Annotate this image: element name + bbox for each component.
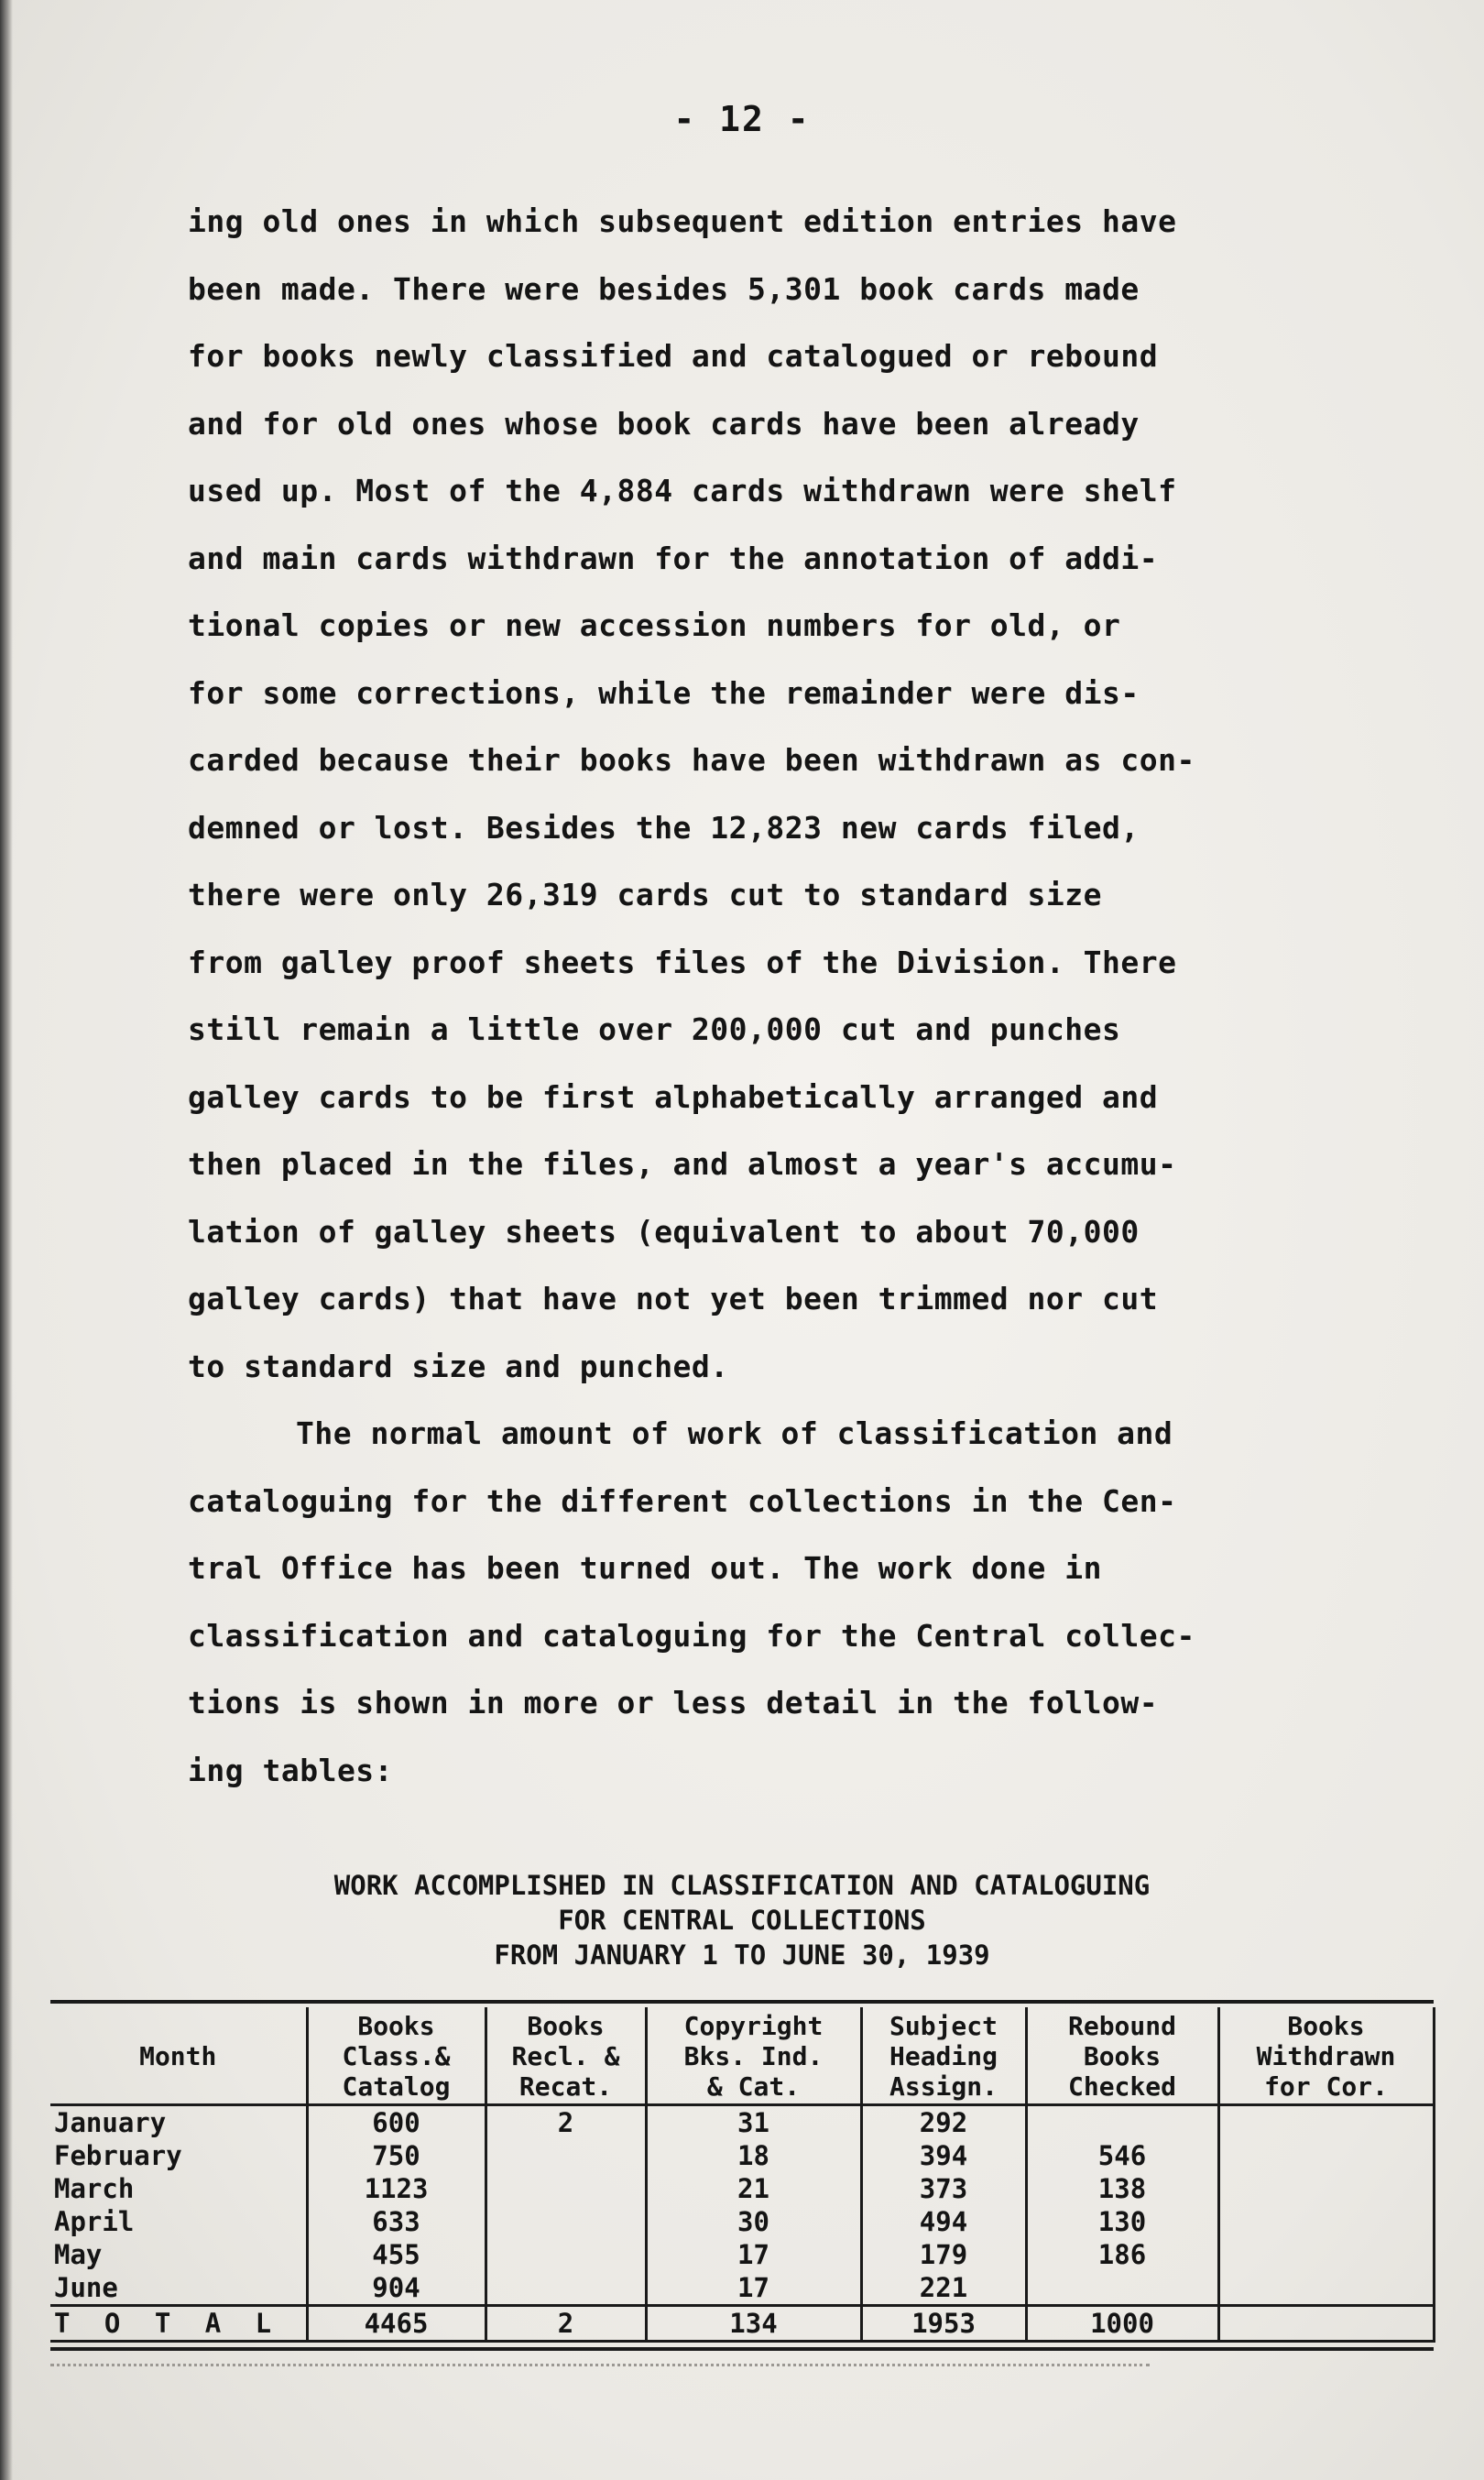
- total-cell: 1000: [1026, 2306, 1218, 2342]
- header-line: Class.&: [342, 2041, 451, 2071]
- page-number: - 12 -: [673, 99, 811, 139]
- text-line: tions is shown in more or less detail in the follow-: [188, 1685, 1159, 1721]
- work-table-wrapper: [50, 2000, 1434, 2369]
- text-line: and main cards withdrawn for the annotation of addi-: [188, 540, 1159, 576]
- value-cell: 31: [646, 2105, 861, 2140]
- text-line: been made. There were besides 5,301 book cards made: [188, 270, 1140, 307]
- text-line: ing old ones in which subsequent edition entries have: [188, 203, 1177, 239]
- table-row: [50, 2205, 1434, 2238]
- value-cell: [1026, 2105, 1218, 2140]
- header-subject: [861, 2007, 1026, 2105]
- header-line: Books: [1287, 2011, 1365, 2041]
- text-line: then placed in the files, and almost a year's accumu-: [188, 1146, 1177, 1182]
- text-line: to standard size and punched.: [188, 1348, 729, 1384]
- month-cell: June: [54, 2272, 118, 2303]
- value-cell: [1026, 2271, 1218, 2306]
- text-line: tral Office has been turned out. The work done in: [188, 1550, 1103, 1586]
- header-line: Checked: [1067, 2071, 1176, 2102]
- header-withdrawn: [1218, 2007, 1434, 2105]
- total-cell: 134: [646, 2306, 861, 2342]
- total-cell: 2: [486, 2306, 646, 2342]
- table-row: [50, 2139, 1434, 2172]
- value-cell: [486, 2172, 646, 2205]
- header-line: Books: [357, 2011, 435, 2041]
- header-line: Withdrawn: [1256, 2041, 1396, 2071]
- text-line: cataloguing for the different collections in the Cen-: [188, 1482, 1177, 1519]
- value-cell: 21: [646, 2172, 861, 2205]
- bleed-through-dots: [50, 2364, 1150, 2369]
- text-line: ing tables:: [188, 1752, 394, 1788]
- value-cell: 130: [1026, 2205, 1218, 2238]
- value-cell: 138: [1026, 2172, 1218, 2205]
- value-cell: 186: [1026, 2238, 1218, 2271]
- page-edge-shadow: [0, 0, 13, 2480]
- header-books-classed: [307, 2007, 486, 2105]
- value-cell: 904: [307, 2271, 486, 2306]
- table-header-row: [50, 2007, 1434, 2105]
- value-cell: [486, 2139, 646, 2172]
- text-line: and for old ones whose book cards have been already: [188, 405, 1140, 442]
- header-line: Books: [1083, 2041, 1162, 2071]
- value-cell: 30: [646, 2205, 861, 2238]
- value-cell: 2: [486, 2105, 646, 2140]
- value-cell: 17: [646, 2238, 861, 2271]
- value-cell: 750: [307, 2139, 486, 2172]
- value-cell: 494: [861, 2205, 1026, 2238]
- text-line: carded because their books have been withdrawn as con-: [188, 742, 1195, 778]
- value-cell: [486, 2271, 646, 2306]
- header-line: Catalog: [342, 2071, 451, 2102]
- header-line: Heading: [889, 2041, 998, 2071]
- month-cell: May: [54, 2239, 103, 2270]
- text-line: for some corrections, while the remainder were dis-: [188, 674, 1140, 711]
- value-cell: 633: [307, 2205, 486, 2238]
- text-line: demned or lost. Besides the 12,823 new cards filed,: [188, 809, 1140, 846]
- value-cell: 546: [1026, 2139, 1218, 2172]
- value-cell: 221: [861, 2271, 1026, 2306]
- value-cell: 600: [307, 2105, 486, 2140]
- month-cell: March: [54, 2173, 135, 2204]
- header-copyright: [646, 2007, 861, 2105]
- value-cell: [1218, 2271, 1434, 2306]
- value-cell: [486, 2205, 646, 2238]
- value-cell: [1218, 2205, 1434, 2238]
- text-line: from galley proof sheets files of the Division. There: [188, 944, 1177, 980]
- value-cell: 1123: [307, 2172, 486, 2205]
- text-line: tional copies or new accession numbers for old, or: [188, 607, 1121, 643]
- total-cell: [1218, 2306, 1434, 2342]
- table-row: [50, 2238, 1434, 2271]
- table-title-line-3: FROM JANUARY 1 TO JUNE 30, 1939: [494, 1939, 990, 1971]
- header-line: Copyright: [683, 2011, 824, 2041]
- text-line: still remain a little over 200,000 cut and punches: [188, 1011, 1121, 1047]
- value-cell: 373: [861, 2172, 1026, 2205]
- table-row: [50, 2271, 1434, 2306]
- text-line: used up. Most of the 4,884 cards withdrawn were shelf: [188, 473, 1177, 508]
- table-bottom-rule: [50, 2347, 1434, 2351]
- header-line: Bks. Ind.: [683, 2041, 824, 2071]
- month-cell: February: [54, 2140, 182, 2171]
- value-cell: 17: [646, 2271, 861, 2306]
- value-cell: 179: [861, 2238, 1026, 2271]
- table-title-line-1: WORK ACCOMPLISHED IN CLASSIFICATION AND CATALOGUING: [333, 1870, 1151, 1901]
- header-line: Recat.: [518, 2071, 613, 2102]
- header-line: & Cat.: [706, 2071, 801, 2102]
- work-accomplished-table: [50, 2007, 1435, 2343]
- table-row: [50, 2105, 1434, 2140]
- total-cell: 4465: [307, 2306, 486, 2342]
- table-total-row: [50, 2306, 1434, 2342]
- body-text: [188, 188, 1333, 1804]
- value-cell: [1218, 2172, 1434, 2205]
- table-row: [50, 2172, 1434, 2205]
- value-cell: 394: [861, 2139, 1026, 2172]
- table-title-line-2: FOR CENTRAL COLLECTIONS: [558, 1905, 926, 1936]
- header-line: Assign.: [889, 2071, 998, 2102]
- header-rebound: [1026, 2007, 1218, 2105]
- header-month: Month: [139, 2041, 217, 2071]
- value-cell: 292: [861, 2105, 1026, 2140]
- value-cell: [1218, 2238, 1434, 2271]
- value-cell: [1218, 2105, 1434, 2140]
- value-cell: 18: [646, 2139, 861, 2172]
- value-cell: [486, 2238, 646, 2271]
- header-line: Rebound: [1067, 2011, 1176, 2041]
- text-line: galley cards) that have not yet been trimmed nor cut: [188, 1281, 1159, 1316]
- header-line: Subject: [889, 2011, 998, 2041]
- text-line: The normal amount of work of classification and: [296, 1415, 1173, 1451]
- text-line: classification and cataloguing for the Central collec-: [188, 1617, 1195, 1654]
- text-line: galley cards to be first alphabetically arranged and: [188, 1078, 1159, 1115]
- text-line: lation of galley sheets (equivalent to about 70,000: [188, 1213, 1140, 1250]
- value-cell: [1218, 2139, 1434, 2172]
- value-cell: 455: [307, 2238, 486, 2271]
- month-cell: April: [54, 2206, 135, 2237]
- header-line: Recl. &: [511, 2041, 620, 2071]
- header-line: for Cor.: [1264, 2071, 1388, 2102]
- month-cell: January: [54, 2107, 167, 2138]
- header-line: Books: [527, 2011, 605, 2041]
- total-label: T O T A L: [50, 2306, 307, 2342]
- table-top-rule: [50, 2000, 1434, 2004]
- text-line: for books newly classified and catalogued or rebound: [188, 338, 1159, 374]
- text-line: there were only 26,319 cards cut to standard size: [188, 877, 1103, 912]
- header-books-recl: [486, 2007, 646, 2105]
- total-cell: 1953: [861, 2306, 1026, 2342]
